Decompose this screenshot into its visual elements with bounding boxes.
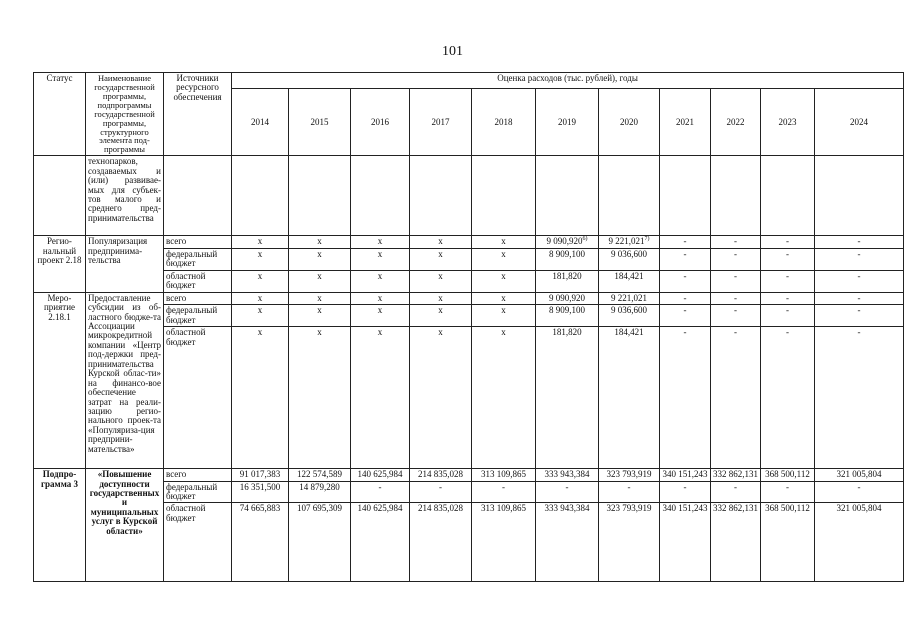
value-text: - xyxy=(786,270,789,281)
value-cell xyxy=(410,481,472,503)
value-text: - xyxy=(683,481,687,492)
value-text: x xyxy=(317,305,322,316)
value-cell xyxy=(472,156,536,236)
value-cell xyxy=(472,292,536,304)
value-text: 368 500,112 xyxy=(765,469,810,480)
value-cell xyxy=(815,248,904,270)
header-expenses: Оценка расходов (тыс. рублей), годы xyxy=(232,73,904,89)
value-text: - xyxy=(786,248,789,259)
value-cell xyxy=(232,156,289,236)
value-text: - xyxy=(683,327,687,338)
value-text: x xyxy=(257,327,263,338)
value-text: 9 090,920 xyxy=(549,292,585,303)
value-text: 8 909,100 xyxy=(549,305,585,316)
value-text: 181,820 xyxy=(552,270,582,281)
year-header-2021: 2021 xyxy=(660,89,711,156)
page-number: 101 xyxy=(442,44,463,59)
value-cell xyxy=(711,236,761,248)
value-cell xyxy=(660,327,711,469)
value-cell xyxy=(536,236,599,248)
value-cell xyxy=(289,305,351,327)
value-cell xyxy=(232,327,289,469)
year-header-2014: 2014 xyxy=(232,89,289,156)
value-cell xyxy=(351,469,410,481)
value-cell xyxy=(599,236,660,248)
value-cell xyxy=(660,156,711,236)
value-text: 340 151,243 xyxy=(662,469,708,480)
value-text: x xyxy=(438,270,443,281)
value-cell xyxy=(711,156,761,236)
value-text: - xyxy=(786,292,789,303)
value-text: - xyxy=(734,481,737,492)
name-cell: технопарков, создаваемых и (или) развивае-мых для субъек-тов малого и среднего пред-принимательства xyxy=(86,156,164,236)
value-text: x xyxy=(257,305,263,316)
source-cell: всего xyxy=(164,292,232,304)
value-cell xyxy=(536,156,599,236)
value-cell xyxy=(536,292,599,304)
value-text: - xyxy=(857,327,861,338)
subprogram_3-row xyxy=(34,503,904,582)
value-text: x xyxy=(501,292,506,303)
value-cell xyxy=(815,503,904,582)
value-cell xyxy=(815,292,904,304)
source-cell: федеральный бюджет xyxy=(164,305,232,327)
value-text: 332 862,131 xyxy=(713,503,758,514)
year-header-2016: 2016 xyxy=(351,89,410,156)
value-cell xyxy=(289,236,351,248)
value-cell xyxy=(351,503,410,582)
value-cell xyxy=(410,469,472,481)
value-text: 107 695,309 xyxy=(297,503,342,514)
value-cell xyxy=(536,469,599,481)
value-text: - xyxy=(857,305,861,316)
value-cell xyxy=(232,481,289,503)
value-text: - xyxy=(683,292,687,303)
value-text: 333 943,384 xyxy=(544,503,590,514)
value-cell xyxy=(410,305,472,327)
value-text: - xyxy=(786,305,789,316)
value-cell xyxy=(472,327,536,469)
value-text: - xyxy=(683,305,687,316)
value-text: x xyxy=(317,327,322,338)
value-cell xyxy=(761,156,815,236)
year-header-2024: 2024 xyxy=(815,89,904,156)
year-header-2023: 2023 xyxy=(761,89,815,156)
value-cell xyxy=(536,270,599,292)
value-text: x xyxy=(377,292,383,303)
value-text: - xyxy=(734,270,737,281)
continuation-row xyxy=(34,156,904,236)
value-text: - xyxy=(734,327,737,338)
value-text: x xyxy=(501,327,506,338)
value-cell xyxy=(660,248,711,270)
value-text: - xyxy=(683,236,687,247)
value-text: - xyxy=(734,236,737,247)
value-cell xyxy=(536,503,599,582)
header-status: Статус xyxy=(34,73,86,156)
year-header-2022: 2022 xyxy=(711,89,761,156)
value-cell xyxy=(761,503,815,582)
value-cell xyxy=(711,481,761,503)
value-cell xyxy=(815,236,904,248)
value-cell xyxy=(599,292,660,304)
event_2_18_1-row xyxy=(34,292,904,304)
value-cell xyxy=(351,248,410,270)
value-text: - xyxy=(786,481,789,492)
value-cell xyxy=(410,292,472,304)
status-cell: Регио-нальный проект 2.18 xyxy=(34,236,86,292)
value-cell xyxy=(410,156,472,236)
value-cell xyxy=(761,305,815,327)
value-cell xyxy=(410,503,472,582)
value-text: x xyxy=(501,236,506,247)
value-cell xyxy=(410,236,472,248)
value-text: 9 221,021 xyxy=(608,236,645,247)
value-text: x xyxy=(317,248,322,259)
value-text: 313 109,865 xyxy=(481,469,526,480)
value-cell xyxy=(351,327,410,469)
value-text: 323 793,919 xyxy=(606,469,652,480)
name-cell: Предоставление субсидии из об-ластного бюдже-та Ассоциации микрокредитной компании «Центр под-держки пред-принимательства Курской облас-ти» на финансо-вое обеспечение затрат на реали-зацию регио-нального проек-та «Популяриза-ция предприни-мательства» xyxy=(86,292,164,468)
value-cell xyxy=(761,248,815,270)
source-cell: областной бюджет xyxy=(164,270,232,292)
value-cell xyxy=(289,503,351,582)
value-text: x xyxy=(257,270,263,281)
value-cell xyxy=(351,481,410,503)
value-cell xyxy=(599,481,660,503)
value-text: - xyxy=(439,481,442,492)
value-text: x xyxy=(377,236,383,247)
footnote-mark: 6) xyxy=(582,236,588,243)
value-text: - xyxy=(857,292,861,303)
value-cell xyxy=(232,236,289,248)
source-cell: областной бюджет xyxy=(164,327,232,469)
value-cell xyxy=(711,248,761,270)
value-cell xyxy=(599,156,660,236)
value-cell xyxy=(599,503,660,582)
subprogram_3-row xyxy=(34,481,904,503)
value-text: 214 835,028 xyxy=(418,469,463,480)
value-text: 332 862,131 xyxy=(713,469,758,480)
source-cell: федеральный бюджет xyxy=(164,248,232,270)
value-text: 321 005,804 xyxy=(836,503,882,514)
value-text: - xyxy=(734,292,737,303)
status-cell: Подпро-грамма 3 xyxy=(34,469,86,582)
value-text: - xyxy=(857,270,861,281)
value-cell xyxy=(761,481,815,503)
value-text: x xyxy=(438,305,443,316)
value-cell xyxy=(289,156,351,236)
value-text: 14 879,280 xyxy=(299,481,340,492)
value-cell xyxy=(815,305,904,327)
value-text: 74 665,883 xyxy=(239,503,281,514)
value-text: 214 835,028 xyxy=(418,503,463,514)
source-cell xyxy=(164,156,232,236)
status-cell: Меро-приятие 2.18.1 xyxy=(34,292,86,468)
value-text: - xyxy=(857,248,861,259)
value-cell xyxy=(351,270,410,292)
value-cell xyxy=(761,270,815,292)
value-cell xyxy=(289,327,351,469)
expenses-table xyxy=(33,72,904,582)
value-cell xyxy=(351,292,410,304)
name-cell: «Повышение доступности государственных и муниципальных услуг в Курской области» xyxy=(86,469,164,582)
name-cell: Популяризация предпринима-тельства xyxy=(86,236,164,292)
value-cell xyxy=(815,327,904,469)
value-cell xyxy=(232,248,289,270)
value-text: 140 625,984 xyxy=(357,469,403,480)
value-text: - xyxy=(565,481,569,492)
value-text: x xyxy=(377,270,383,281)
value-cell xyxy=(660,270,711,292)
value-text: 368 500,112 xyxy=(765,503,810,514)
value-cell xyxy=(711,503,761,582)
value-text: - xyxy=(627,481,631,492)
value-cell xyxy=(660,481,711,503)
value-cell xyxy=(815,469,904,481)
value-text: 16 351,500 xyxy=(239,481,281,492)
value-cell xyxy=(815,156,904,236)
value-text: x xyxy=(317,270,322,281)
value-text: 9 036,600 xyxy=(611,248,647,259)
value-cell xyxy=(410,248,472,270)
value-text: x xyxy=(438,292,443,303)
value-cell xyxy=(472,503,536,582)
value-text: x xyxy=(377,305,383,316)
value-cell xyxy=(599,327,660,469)
value-cell xyxy=(351,156,410,236)
value-text: 8 909,100 xyxy=(549,248,585,259)
year-header-2020: 2020 xyxy=(599,89,660,156)
status-cell xyxy=(34,156,86,236)
value-text: - xyxy=(857,236,861,247)
value-text: - xyxy=(857,481,861,492)
header-row xyxy=(34,73,904,89)
value-cell xyxy=(410,327,472,469)
value-text: 340 151,243 xyxy=(662,503,708,514)
value-cell xyxy=(599,305,660,327)
year-header-2015: 2015 xyxy=(289,89,351,156)
value-cell xyxy=(660,292,711,304)
value-cell xyxy=(232,469,289,481)
value-text: x xyxy=(501,270,506,281)
value-cell xyxy=(472,248,536,270)
value-cell xyxy=(711,469,761,481)
year-header-2017: 2017 xyxy=(410,89,472,156)
value-text: - xyxy=(378,481,382,492)
value-text: - xyxy=(786,327,789,338)
value-text: 184,421 xyxy=(614,327,644,338)
value-text: 9 036,600 xyxy=(611,305,647,316)
subprogram_3-row xyxy=(34,469,904,481)
value-cell xyxy=(761,327,815,469)
value-cell xyxy=(536,327,599,469)
value-text: - xyxy=(683,270,687,281)
value-text: x xyxy=(438,327,443,338)
value-text: 313 109,865 xyxy=(481,503,526,514)
value-text: 181,820 xyxy=(552,327,582,338)
value-cell xyxy=(232,292,289,304)
value-text: - xyxy=(683,248,687,259)
value-text: - xyxy=(502,481,505,492)
value-cell xyxy=(472,481,536,503)
value-cell xyxy=(536,305,599,327)
value-cell xyxy=(472,469,536,481)
value-text: x xyxy=(257,248,263,259)
value-text: 321 005,804 xyxy=(836,469,882,480)
value-cell xyxy=(351,305,410,327)
value-cell xyxy=(472,270,536,292)
value-cell xyxy=(599,248,660,270)
value-cell xyxy=(711,305,761,327)
value-text: 323 793,919 xyxy=(606,503,652,514)
value-cell xyxy=(815,270,904,292)
source-cell: областной бюджет xyxy=(164,503,232,582)
value-cell xyxy=(711,270,761,292)
value-cell xyxy=(289,481,351,503)
value-text: x xyxy=(377,248,383,259)
value-text: x xyxy=(501,305,506,316)
value-text: x xyxy=(438,248,443,259)
value-text: 122 574,589 xyxy=(297,469,342,480)
header-name: Наименование государственной программы, подпрограммы государственной программы, структурного элемента под-программы xyxy=(86,73,164,156)
value-cell xyxy=(472,236,536,248)
value-cell xyxy=(660,305,711,327)
value-cell xyxy=(599,270,660,292)
value-cell xyxy=(660,469,711,481)
value-cell xyxy=(289,270,351,292)
value-cell xyxy=(232,270,289,292)
source-cell: всего xyxy=(164,469,232,481)
value-cell xyxy=(660,503,711,582)
value-text: - xyxy=(734,305,737,316)
value-cell xyxy=(761,469,815,481)
project_2_18-row xyxy=(34,236,904,248)
value-text: - xyxy=(786,236,789,247)
value-cell xyxy=(289,292,351,304)
project_2_18-row xyxy=(34,270,904,292)
year-header-2019: 2019 xyxy=(536,89,599,156)
project_2_18-row xyxy=(34,248,904,270)
source-cell: всего xyxy=(164,236,232,248)
value-text: x xyxy=(438,236,443,247)
value-text: 91 017,383 xyxy=(239,469,281,480)
value-cell xyxy=(599,469,660,481)
value-text: x xyxy=(257,292,263,303)
value-cell xyxy=(761,236,815,248)
value-text: 184,421 xyxy=(614,270,644,281)
value-cell xyxy=(232,305,289,327)
value-text: x xyxy=(317,292,322,303)
footnote-mark: 7) xyxy=(644,236,650,243)
event_2_18_1-row xyxy=(34,305,904,327)
value-cell xyxy=(536,248,599,270)
value-cell xyxy=(711,292,761,304)
value-cell xyxy=(410,270,472,292)
value-cell xyxy=(289,469,351,481)
value-text: 140 625,984 xyxy=(357,503,403,514)
value-text: x xyxy=(317,236,322,247)
value-cell xyxy=(660,236,711,248)
value-text: - xyxy=(734,248,737,259)
header-sources: Источники ресурсного обеспечения xyxy=(164,73,232,156)
value-cell xyxy=(815,481,904,503)
value-text: 9 090,920 xyxy=(546,236,583,247)
value-text: x xyxy=(377,327,383,338)
value-cell xyxy=(711,327,761,469)
value-text: x xyxy=(501,248,506,259)
value-cell xyxy=(536,481,599,503)
value-cell xyxy=(351,236,410,248)
value-text: x xyxy=(257,236,263,247)
value-cell xyxy=(761,292,815,304)
value-text: 9 221,021 xyxy=(611,292,647,303)
value-cell xyxy=(289,248,351,270)
value-cell xyxy=(472,305,536,327)
value-text: 333 943,384 xyxy=(544,469,590,480)
value-cell xyxy=(232,503,289,582)
event_2_18_1-row xyxy=(34,327,904,469)
year-header-2018: 2018 xyxy=(472,89,536,156)
source-cell: федеральный бюджет xyxy=(164,481,232,503)
